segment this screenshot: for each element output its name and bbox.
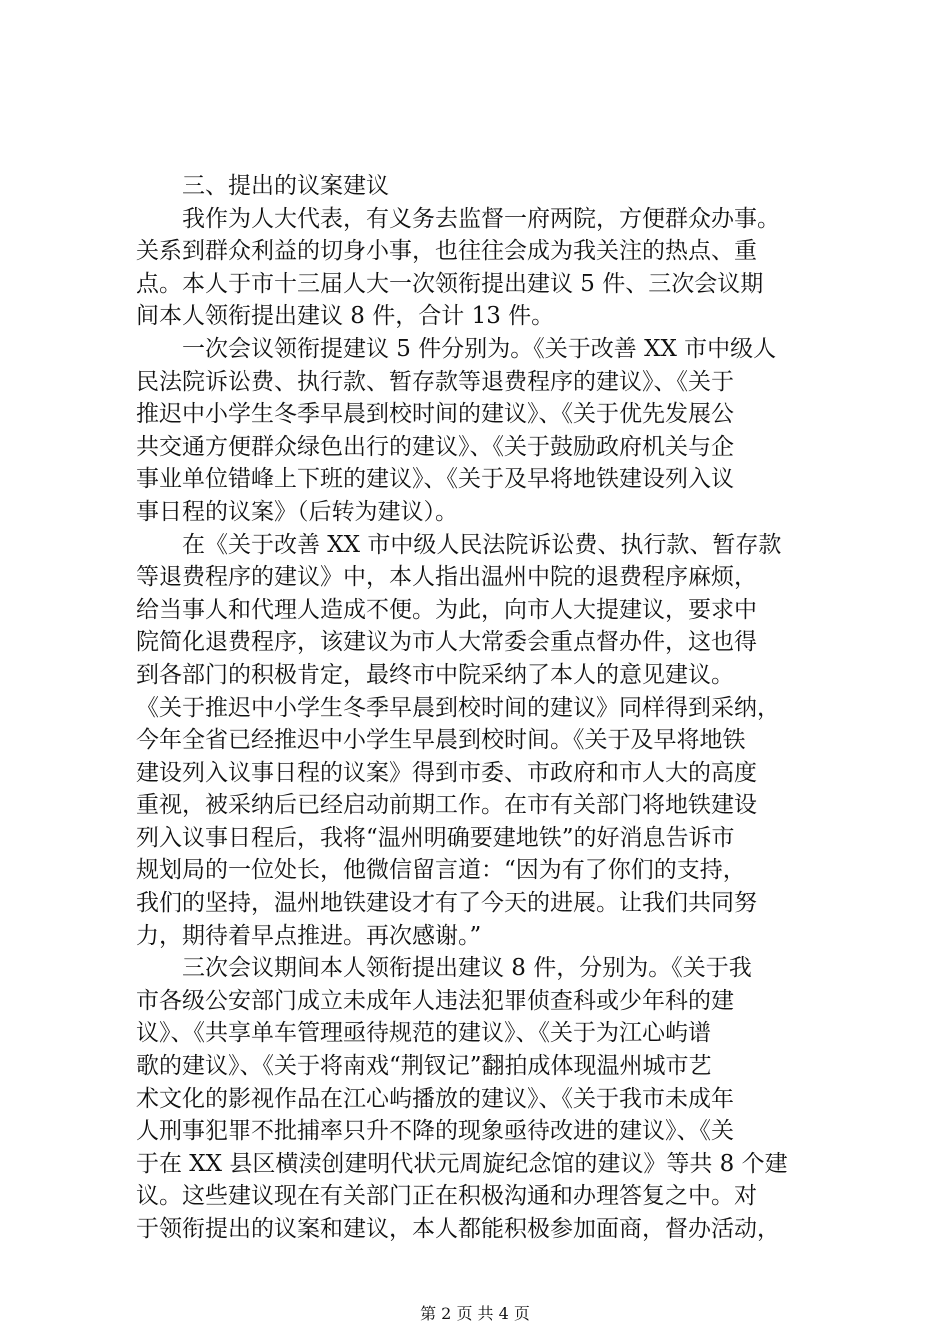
document-body — [136, 170, 836, 1246]
paragraph-line: 给当事人和代理人造成不便。为此，向市人大提建议，要求中 — [136, 596, 757, 623]
paragraph-line: 今年全省已经推迟中小学生早晨到校时间。《关于及早将地铁 — [136, 727, 746, 754]
paragraph-line: 事业单位错峰上下班的建议》、《关于及早将地铁建设列入议 — [136, 466, 734, 493]
section-heading: 三、提出的议案建议 — [182, 173, 389, 199]
page-number-footer: 第 2 页 共 4 页 — [420, 1304, 530, 1323]
paragraph-line: 点。本人于市十三届人大一次领衔提出建议 5 件、三次会议期 — [136, 270, 764, 297]
paragraph-3 — [136, 529, 836, 953]
paragraph-line: 术文化的影视作品在江心屿播放的建议》、《关于我市未成年 — [136, 1085, 734, 1112]
paragraph-line: 等退费程序的建议》中，本人指出温州中院的退费程序麻烦， — [136, 564, 757, 591]
paragraph-line: 力，期待着早点推进。再次感谢。” — [136, 922, 482, 949]
paragraph-line: 民法院诉讼费、执行款、暂存款等退费程序的建议》、《关于 — [136, 368, 734, 395]
paragraph-line: 一次会议领衔提建议 5 件分别为。《关于改善 XX 市中级人 — [182, 335, 777, 362]
paragraph-line: 到各部门的积极肯定，最终市中院采纳了本人的意见建议。 — [136, 661, 734, 688]
paragraph-line: 间本人领衔提出建议 8 件，合计 13 件。 — [136, 303, 555, 330]
paragraph-line: 三次会议期间本人领衔提出建议 8 件，分别为。《关于我 — [182, 955, 752, 982]
paragraph-line: 于在 XX 县区横渎创建明代状元周旋纪念馆的建议》等共 8 个建 — [136, 1150, 788, 1177]
paragraph-line: 规划局的一位处长，他微信留言道：“因为有了你们的支持， — [136, 857, 746, 884]
paragraph-line: 重视，被采纳后已经启动前期工作。在市有关部门将地铁建设 — [136, 792, 757, 819]
paragraph-line: 共交通方便群众绿色出行的建议》、《关于鼓励政府机关与企 — [136, 433, 734, 460]
paragraph-2 — [136, 333, 836, 529]
paragraph-line: 关系到群众利益的切身小事，也往往会成为我关注的热点、重 — [136, 238, 757, 265]
paragraph-1 — [136, 203, 836, 333]
paragraph-line: 推迟中小学生冬季早晨到校时间的建议》、《关于优先发展公 — [136, 401, 734, 428]
paragraph-line: 列入议事日程后，我将“温州明确要建地铁”的好消息告诉市 — [136, 824, 735, 851]
paragraph-line: 事日程的议案》（后转为建议）。 — [136, 498, 458, 525]
paragraph-line: 歌的建议》、《关于将南戏“荆钗记”翻拍成体现温州城市艺 — [136, 1053, 712, 1080]
paragraph-4 — [136, 952, 836, 1245]
paragraph-line: 院简化退费程序，该建议为市人大常委会重点督办件，这也得 — [136, 629, 757, 656]
paragraph-line: 在《关于改善 XX 市中级人民法院诉讼费、执行款、暂存款 — [182, 531, 782, 558]
paragraph-line: 市各级公安部门成立未成年人违法犯罪侦查科或少年科的建 — [136, 987, 734, 1014]
paragraph-line: 于领衔提出的议案和建议，本人都能积极参加面商，督办活动， — [136, 1216, 780, 1242]
paragraph-line: 我们的坚持，温州地铁建设才有了今天的进展。让我们共同努 — [136, 890, 757, 917]
paragraph-line: 人刑事犯罪不批捕率只升不降的现象亟待改进的建议》、《关 — [136, 1118, 734, 1145]
paragraph-line: 建设列入议事日程的议案》得到市委、市政府和市人大的高度 — [136, 759, 757, 786]
paragraph-line: 我作为人大代表，有义务去监督一府两院，方便群众办事。 — [182, 205, 780, 232]
paragraph-line: 《关于推迟中小学生冬季早晨到校时间的建议》同样得到采纳， — [136, 694, 780, 721]
paragraph-line: 议。这些建议现在有关部门正在积极沟通和办理答复之中。对 — [136, 1183, 757, 1210]
paragraph-line: 议》、《共享单车管理亟待规范的建议》、《关于为江心屿谱 — [136, 1020, 711, 1047]
